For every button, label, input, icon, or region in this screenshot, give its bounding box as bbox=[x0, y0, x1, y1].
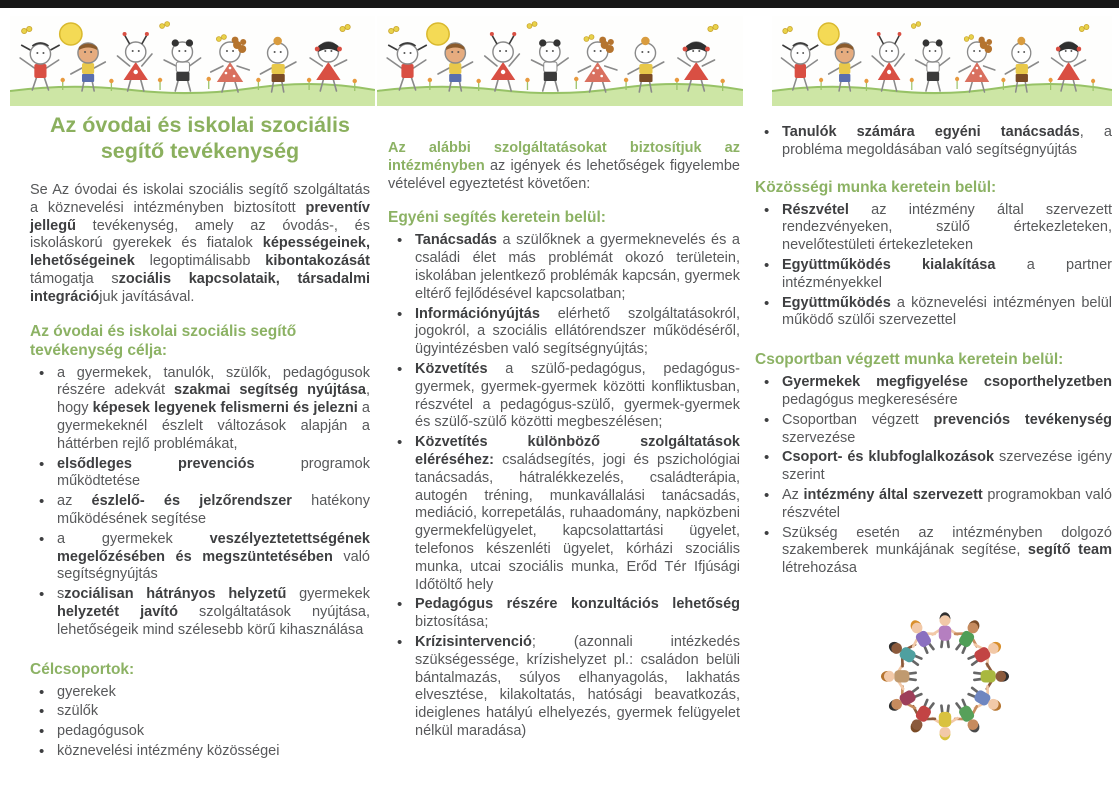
text-segment: családsegítés, jogi és pszichológiai tanácsadás, hátralékkezelés, családterápia, autogén tréning, munkavállalási tanácsadás, mediáció, korrepetálás, ruhaadomány, napközbeni gyermekfelügyelet, kapcsolattartási ügyelet, telefonos készenléti ügyelet, kórházi szociális munka, utcai szociális munka, Erőd Tér Ifjúsági Időtöltő hely bbox=[415, 451, 740, 593]
text-segment: gyermekek bbox=[286, 586, 370, 603]
text-segment: prevenciós tevékenység bbox=[933, 411, 1112, 428]
list-item bbox=[30, 531, 370, 584]
text-segment: s bbox=[57, 586, 65, 603]
list-item bbox=[30, 684, 370, 702]
community-work-list bbox=[755, 202, 1112, 331]
text-segment: a gyermekeknél észlelt változások alapján a háttérben rejlő problémákat, bbox=[57, 400, 371, 452]
text-segment: Se Az óvodai és iskolai szociális segítő szolgáltatás a köznevelési intézményben biztosított bbox=[30, 182, 370, 216]
list-item bbox=[755, 124, 1112, 160]
text-segment: programok működtetése bbox=[57, 455, 370, 490]
group-work-heading: Csoportban végzett munka keretein belül: bbox=[755, 351, 1064, 369]
text-segment: szervezése igény szerint bbox=[782, 449, 1112, 484]
text-segment: preventív jellegű bbox=[30, 199, 370, 234]
text-segment: észlelő- és jelzőrendszer bbox=[91, 493, 292, 510]
text-segment: az intézmény által szervezett rendezvényeken, szülő értekezleteken, nevelőtestületi értekezleteken bbox=[782, 201, 1112, 254]
list-item bbox=[30, 493, 370, 529]
text-segment: Szükség esetén az intézményben dolgozó szakemberek munkájának segítése, bbox=[782, 524, 1112, 559]
goal-bullet-list bbox=[30, 365, 370, 640]
text-segment: a gyermekek, tanulók, szülők, pedagógusok részére adekvát bbox=[57, 364, 370, 399]
right-column bbox=[755, 122, 1112, 580]
list-item bbox=[30, 586, 370, 639]
individual-help-list bbox=[388, 232, 740, 740]
text-segment: képességeinek, lehetőségeinek bbox=[30, 235, 370, 270]
list-item bbox=[30, 365, 370, 454]
list-item bbox=[388, 306, 740, 359]
text-segment: elsődleges prevenciós bbox=[57, 455, 255, 472]
text-segment: Együttműködés kialakítása bbox=[782, 256, 996, 273]
text-segment: legoptimálisabb bbox=[134, 253, 266, 270]
text-segment: Pedagógus részére konzultációs lehetőség bbox=[415, 596, 740, 613]
children-playing-icon bbox=[377, 16, 743, 106]
text-segment: ; (azonnali intézkedés szükségessége, krízishelyzet pl.: családon belüli bántalmazás, súlyos elhanyagolás, lakhatás elvesztése, kilakoltatás, hatósági beavatkozás, ideiglenes hatályú elhelyezés, gyermek felügyelet nélkül maradása) bbox=[415, 633, 740, 739]
text-segment: zociális kapcsolataik, társadalmi integráció bbox=[30, 270, 370, 305]
list-item bbox=[30, 456, 370, 492]
children-banner-illustration bbox=[772, 16, 1112, 106]
text-segment: Tanácsadás bbox=[415, 232, 497, 249]
text-segment: a partner intézményekkel bbox=[782, 256, 1112, 291]
children-holding-hands-icon bbox=[845, 590, 1045, 768]
child-figure bbox=[881, 664, 916, 689]
list-item bbox=[388, 361, 740, 432]
text-segment: az igények és lehetőségek figyelembe vételével egyeztetést követően: bbox=[388, 157, 740, 192]
text-segment: szülők bbox=[57, 703, 99, 720]
text-segment: Együttműködés bbox=[782, 294, 891, 311]
text-segment: az bbox=[57, 493, 92, 510]
list-item bbox=[755, 525, 1112, 578]
text-segment: szakmai segítség nyújtása bbox=[174, 382, 366, 399]
target-groups-heading: Célcsoportok: bbox=[30, 660, 135, 678]
text-segment: a gyermekek bbox=[57, 530, 210, 547]
text-segment: létrehozása bbox=[782, 560, 857, 577]
text-segment: pedagógusok bbox=[57, 723, 145, 740]
text-segment: segítő team bbox=[1027, 542, 1112, 559]
text-segment: a szülő-pedagógus, pedagógus-gyermek, gyermek-gyermek közötti konfliktusban, részvétel a pedagógus-szülő, gyermek-gyermek és szülő-szülő közötti megbeszélésen; bbox=[415, 360, 740, 431]
text-segment: elérhető szolgáltatásokról, jogokról, a szociális ellátórendszer működéséről, ügyintézésben való segítségnyújtás; bbox=[415, 305, 740, 358]
target-groups-list bbox=[30, 684, 370, 761]
list-item bbox=[755, 295, 1112, 331]
list-item bbox=[388, 232, 740, 303]
text-segment: , a probléma megoldásában való segítségnyújtás bbox=[782, 124, 1112, 158]
text-segment: Az alábbi szolgáltatásokat biztosítjuk az intézményben bbox=[388, 140, 740, 174]
text-segment: gyerekek bbox=[57, 683, 116, 700]
text-segment: a szülőknek a gyermeknevelés és a családi élet más problémát okozó területein, iskolában jelentkező problémák kapcsán, gyermek eltérő fejlődésével kapcsolatban; bbox=[415, 232, 740, 302]
list-item bbox=[30, 723, 370, 741]
children-banner-illustration bbox=[10, 16, 375, 106]
intro-paragraph bbox=[30, 182, 370, 307]
student-counseling-list bbox=[755, 124, 1112, 160]
text-segment: kibontakozását bbox=[265, 253, 370, 270]
top-black-bar bbox=[0, 0, 1119, 8]
middle-column bbox=[388, 140, 740, 743]
left-column bbox=[30, 112, 370, 763]
list-item bbox=[388, 434, 740, 594]
child-figure bbox=[933, 706, 958, 741]
community-work-heading: Közösségi munka keretein belül: bbox=[755, 178, 997, 196]
text-segment: Gyermekek megfigyelése csoporthelyzetben bbox=[782, 374, 1112, 391]
text-segment: a köznevelési intézményen belül működő szülői szervezettel bbox=[782, 294, 1112, 329]
text-segment: pedagógus megkeresésére bbox=[782, 391, 958, 408]
list-item bbox=[388, 596, 740, 632]
text-segment: szolgáltatások nyújtása, lehetőségeik mind szélesebb körű kihasználása bbox=[57, 603, 371, 638]
text-segment: köznevelési intézmény közösségei bbox=[57, 742, 280, 759]
text-segment: , hogy bbox=[57, 382, 370, 417]
text-segment: Az bbox=[782, 486, 804, 503]
text-segment: való segítségnyújtás bbox=[57, 548, 370, 583]
list-item bbox=[755, 374, 1112, 410]
text-segment: szervezése bbox=[782, 429, 856, 446]
text-segment: Közvetítés bbox=[415, 360, 488, 377]
children-circle-illustration bbox=[845, 590, 1045, 768]
list-item bbox=[755, 202, 1112, 255]
text-segment: hatékony működésének segítése bbox=[57, 493, 370, 527]
page-title: Az óvodai és iskolai szociális segítő tevékenység bbox=[50, 113, 350, 163]
text-segment: Csoport- és klubfoglalkozások bbox=[782, 449, 995, 466]
list-item bbox=[30, 743, 370, 761]
text-segment: biztosítása; bbox=[415, 614, 489, 631]
text-segment: Krízisintervenció bbox=[415, 633, 532, 650]
text-segment: támogatja s bbox=[30, 270, 119, 287]
text-segment: Közvetítés különböző szolgáltatások eléréséhez: bbox=[415, 434, 740, 468]
text-segment: tevékenység, amely az óvodás-, és iskoláskorú gyerekek és fiatalok bbox=[30, 217, 370, 252]
children-banner-illustration bbox=[377, 16, 743, 106]
children-playing-icon bbox=[772, 16, 1112, 106]
text-segment: juk javításával. bbox=[99, 288, 195, 305]
list-item bbox=[755, 412, 1112, 448]
child-figure bbox=[974, 664, 1009, 689]
child-figure bbox=[933, 612, 958, 647]
goal-heading: Az óvodai és iskolai szociális segítő tevékenység célja: bbox=[30, 322, 297, 359]
group-work-list bbox=[755, 374, 1112, 578]
services-intro-paragraph bbox=[388, 140, 740, 193]
text-segment: intézmény által szervezett bbox=[803, 486, 983, 503]
text-segment: Csoportban végzett bbox=[782, 411, 934, 428]
text-segment: programokban való részvétel bbox=[782, 486, 1112, 521]
text-segment: Részvétel bbox=[782, 201, 849, 218]
list-item bbox=[388, 634, 740, 741]
list-item bbox=[755, 487, 1112, 523]
list-item bbox=[30, 703, 370, 721]
individual-help-heading: Egyéni segítés keretein belül: bbox=[388, 209, 606, 227]
text-segment: Információnyújtás bbox=[415, 305, 540, 322]
text-segment: képesek legyenek felismerni és jelezni bbox=[92, 400, 358, 417]
text-segment: veszélyeztetettségének megelőzésében és megszüntetésében bbox=[57, 530, 370, 565]
text-segment: Tanulók számára egyéni tanácsadás bbox=[782, 124, 1080, 140]
children-playing-icon bbox=[10, 16, 375, 106]
text-segment: zociálisan hátrányos helyzetű bbox=[64, 586, 287, 603]
list-item bbox=[755, 449, 1112, 485]
list-item bbox=[755, 257, 1112, 293]
text-segment: helyzetét javító bbox=[57, 603, 178, 620]
